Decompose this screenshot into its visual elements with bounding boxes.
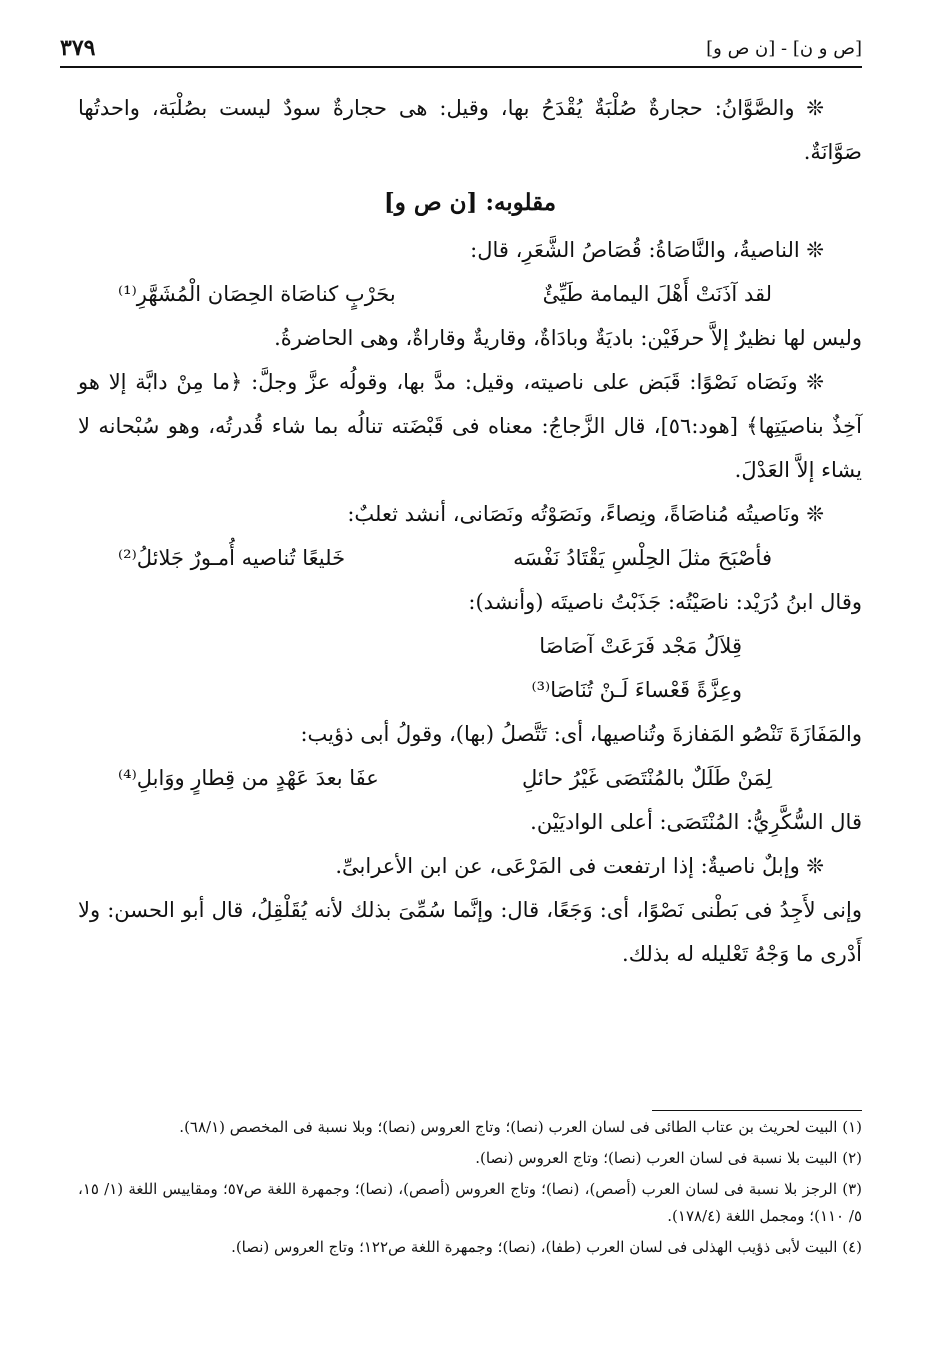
running-header <box>60 30 862 68</box>
rajaz-line-1: قِلاَلُ مَجْد فَرَعَتْ آصَاصَا <box>539 634 742 658</box>
footnote-divider <box>652 1110 862 1111</box>
verse-2-second-hemistich: خَليعًا تُناصيه أُمـورٌ جَلائلُ⁽²⁾ <box>118 546 346 570</box>
verse-3-second-hemistich: عفَا بعدَ عَهْدٍ من قِطارٍ ووَابلِ⁽⁴⁾ <box>118 766 379 790</box>
paragraph-munasah: ❊ ونَاصيتُه مُناصَاةً، ونِصاءً، ونَصَوْتُه ونَصَانى، أنشد ثعلبٌ: <box>347 502 824 526</box>
footnote-2: (٢) البيت بلا نسبة فى لسان العرب (نصا)؛ وتاج العروس (نصا). <box>475 1149 862 1167</box>
page-number: ٣٧٩ <box>60 35 96 61</box>
main-text <box>78 86 862 976</box>
verse-2-first-hemistich: فأصْبَحَ مثلَ الحِلْسِ يَقْتَادُ نَفْسَه <box>513 546 772 570</box>
verse-3-first-hemistich: لِمَنْ طَلَلٌ بالمُنْتَصَى غَيْرُ حائلِ <box>521 766 772 790</box>
paragraph-sukkari: قال السُّكَّرِيُّ: المُنْتَصَى: أعلى الواديَيْن. <box>530 810 862 834</box>
paragraph-sawwan: ❊ والصَّوَّانُ: حجارةٌ صُلْبَةٌ يُقْدَحُ بها، وقيل: هى حجارةٌ سودٌ ليست بصُلْبَة، واحدتُها صَوَّانَةٌ. <box>78 96 862 164</box>
header-title: [ص و ن] - [ن ص و] <box>706 37 862 59</box>
verse-line-1 <box>78 272 862 316</box>
section-heading: مقلوبه: [ن ص و] <box>383 189 557 216</box>
paragraph-ibil: ❊ وإبلٌ ناصيةٌ: إذا ارتفعت فى المَرْعَى، عن ابن الأعرابىِّ. <box>335 854 824 878</box>
footnote-1: (١) البيت لحريث بن عتاب الطائى فى لسان العرب (نصا)؛ وتاج العروس (نصا)؛ وبلا نسبة فى المخصص (٦٨/١). <box>179 1118 862 1136</box>
paragraph-nazir: وليس لها نظيرٌ إلاَّ حرفَيْن: باديَةٌ وبادَاةٌ، وقاريةٌ وقاراةٌ، وهى الحاضرةُ. <box>274 326 862 350</box>
paragraph-mafaza: والمَفَازَةَ تَنْصُو المَفازةَ وتُناصيها، أى: تَتَّصلُ (بها)، وقولُ أبى ذؤيب: <box>300 722 862 746</box>
paragraph-nasiya: ❊ الناصيةُ، والنَّاصَاةُ: قُصَاصُ الشَّعَرِ، قال: <box>470 238 824 262</box>
paragraph-ibn-durayd: وقال ابنُ دُرَيْد: ناصَيْتُه: جَذَبْتُ ناصيتَه (وأنشد): <box>468 590 862 614</box>
footnotes <box>78 1114 862 1265</box>
footnote-3: (٣) الرجز بلا نسبة فى لسان العرب (أصص)، (نصا)؛ وتاج العروس (أصص)، (نصا)؛ وجمهرة اللغة ص٥٧؛ ومقاييس اللغة (١/ ١٥، ٥/ ١١٠)؛ ومجمل اللغة (١٧٨/٤). <box>78 1180 863 1225</box>
footnote-4: (٤) البيت لأبى ذؤيب الهذلى فى لسان العرب (طفا)، (نصا)؛ وجمهرة اللغة ص١٢٢؛ وتاج العروس (نصا). <box>231 1238 862 1256</box>
rajaz-line-2: وعِزَّةً قَعْساءَ لَـنْ تُنَاصَا⁽³⁾ <box>531 678 742 702</box>
verse-1-second-hemistich: بحَرْبٍ كناصَاة الحِصَان الْمُشَهَّرِ⁽¹⁾ <box>118 282 396 306</box>
verse-1-first-hemistich: لقد آذَنَتْ أَهْلَ اليمامة طَيِّئٌ <box>542 282 772 306</box>
paragraph-nasw-pain: وإنى لأَجِدُ فى بَطْنى نَصْوًا، أى: وَجَعًا، قال: وإنَّما سُمِّىَ بذلك لأنه يُقَلْقِلُ، قال أبو الحسن: ولا أَدْرى ما وَجْهُ تَعْليله له بذلك. <box>78 898 862 966</box>
paragraph-nasah: ❊ ونَصَاه نَصْوًا: قَبَض على ناصيته، وقيل: مدَّ بها، وقولُه عزَّ وجلَّ: ﴿ما مِنْ دابَّة إلا هو آخِذٌ بناصيَتِها﴾ [هود:٥٦]، قال الزَّجاجُ: معناه فى قَبْضَته تنالُه بما شاء قُدرتُه، وهو سُبْحانه لا يشاء إلاَّ العَدْلَ. <box>78 370 862 482</box>
verse-line-3 <box>78 756 862 800</box>
verse-line-2 <box>78 536 862 580</box>
